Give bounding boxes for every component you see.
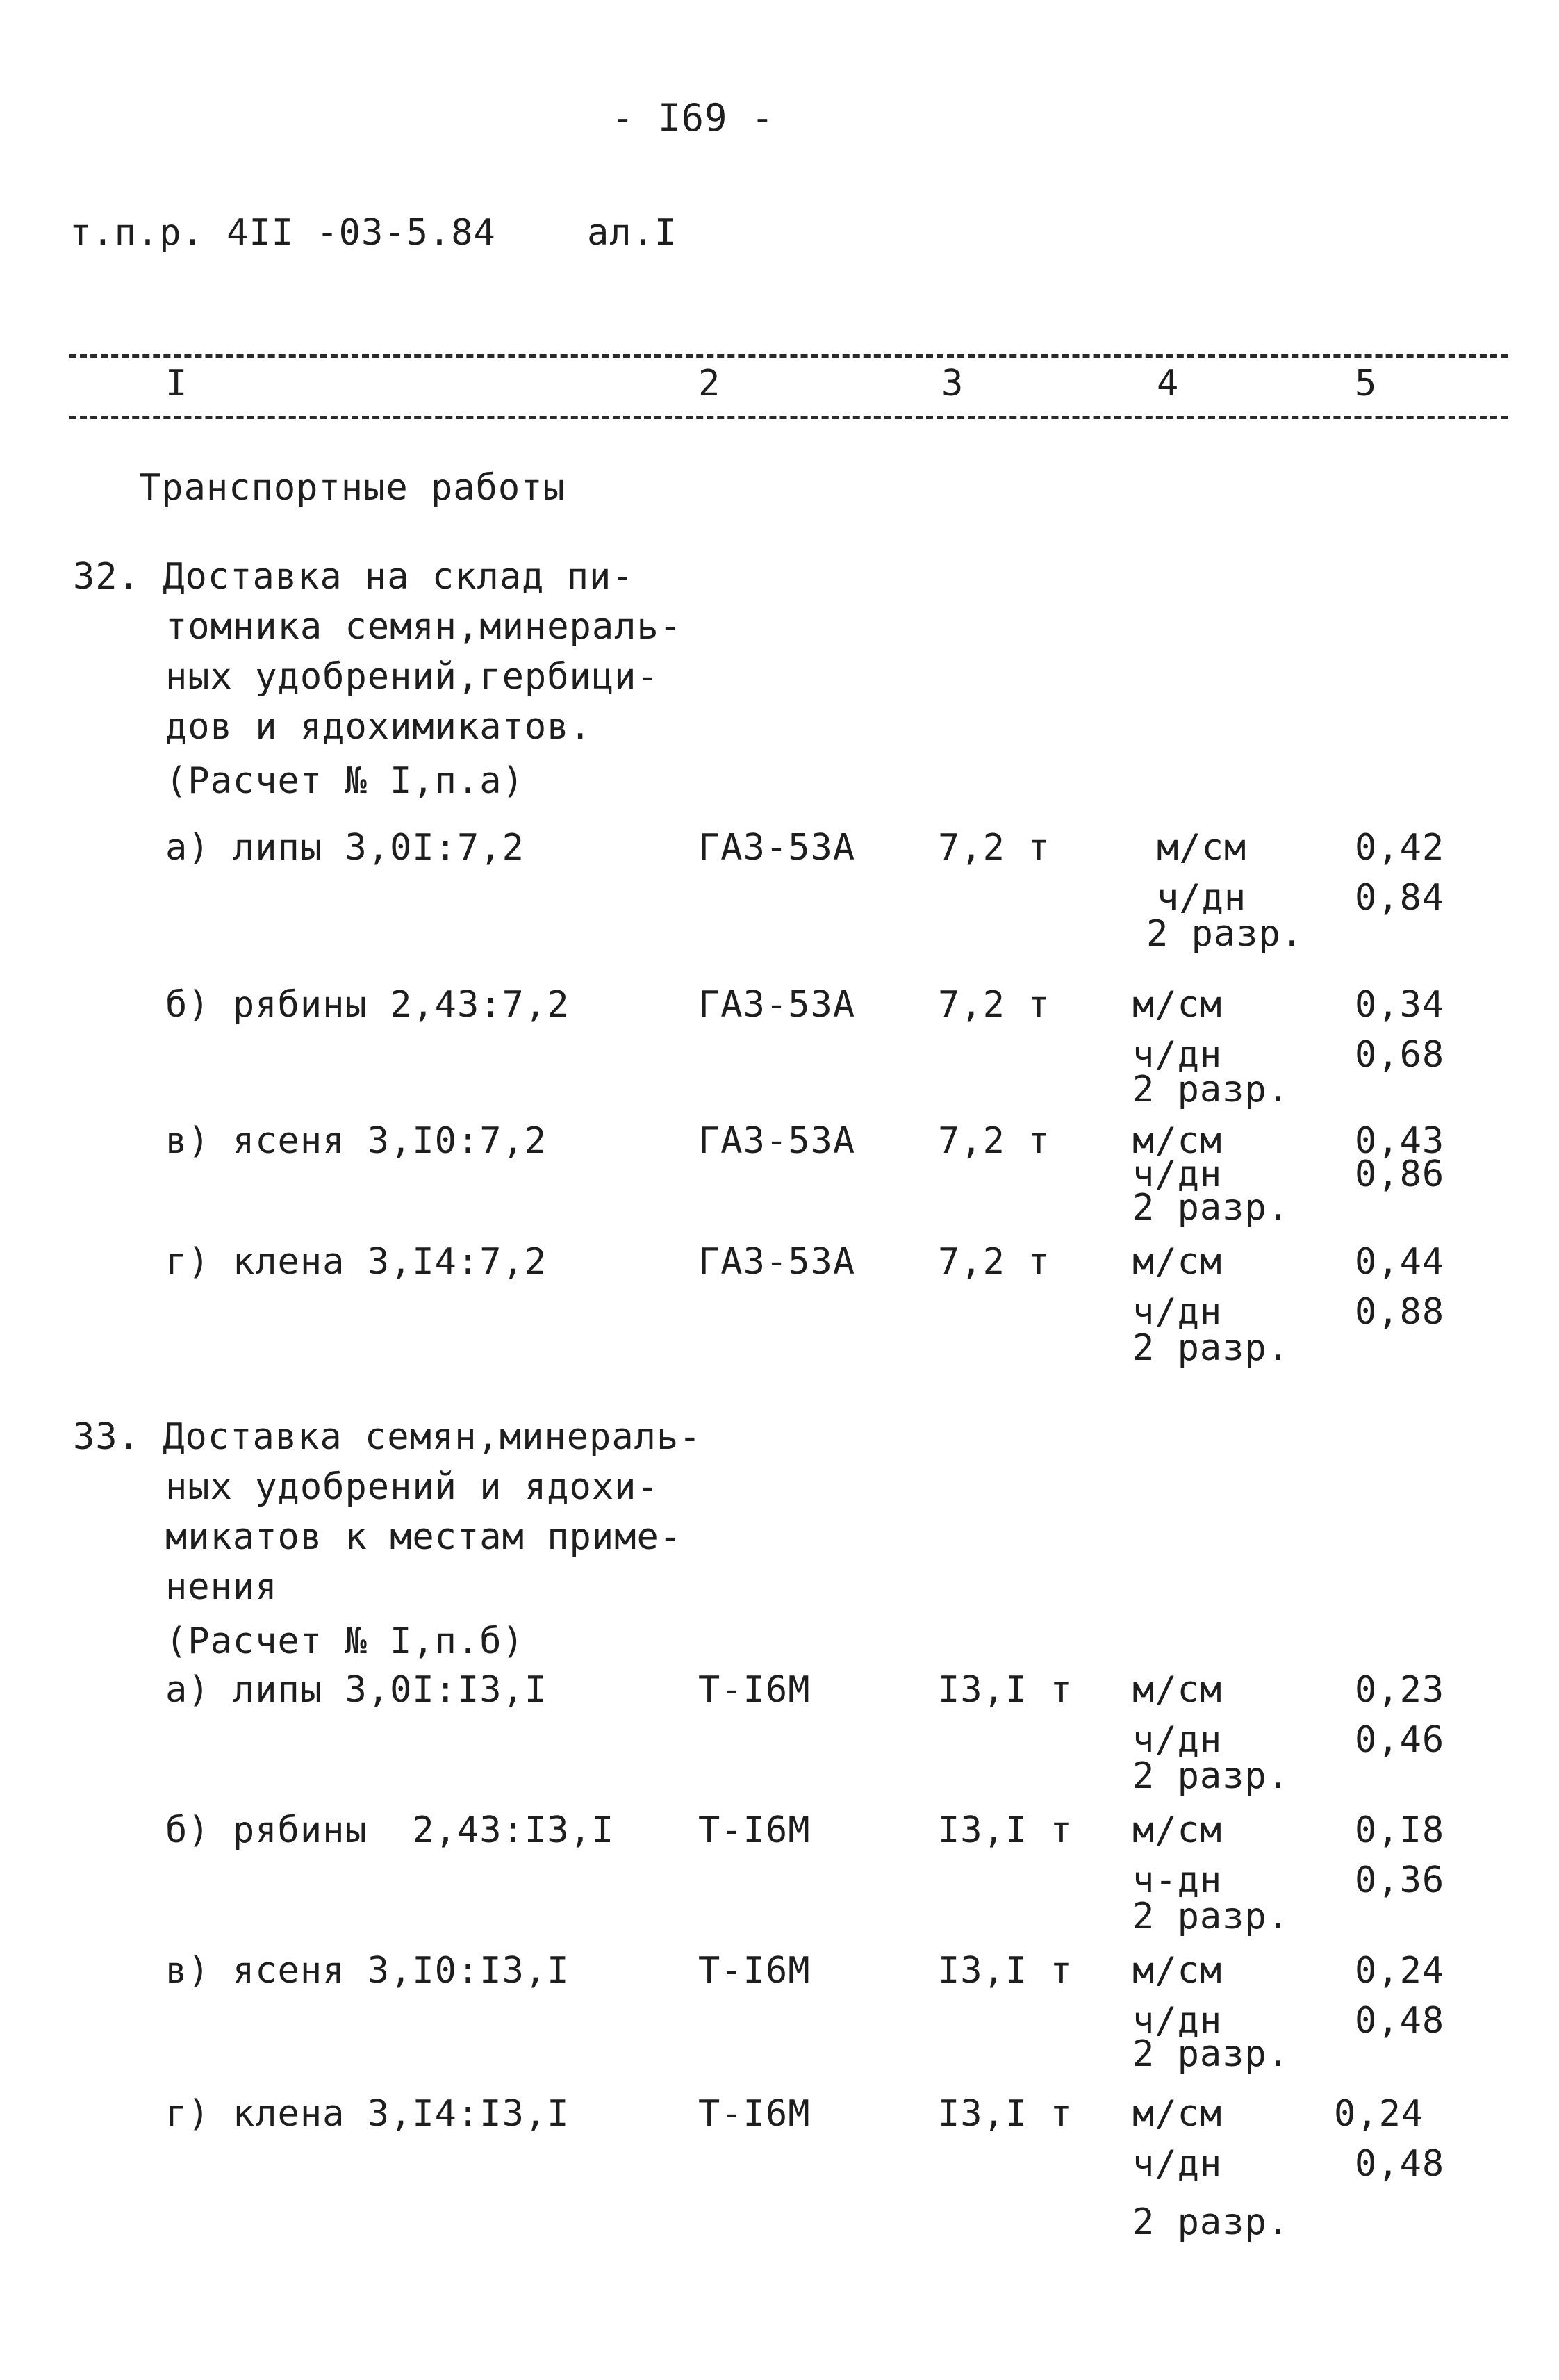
item-32-text: дов и ядохимикатов.: [165, 706, 592, 748]
row-label: б) рябины 2,43:7,2: [165, 984, 570, 1026]
row-grade: 2 разр.: [1146, 913, 1304, 955]
table-top-rule: [69, 354, 1508, 358]
row-grade: 2 разр.: [1132, 2201, 1290, 2243]
row-machine: ГАЗ-53А: [698, 984, 856, 1026]
table-header-rule: [69, 416, 1508, 419]
column-header-3: 3: [941, 363, 964, 404]
row-machine: ГАЗ-53А: [698, 1120, 856, 1162]
row-unit-2: ч/дн: [1132, 1719, 1223, 1761]
row-grade: 2 разр.: [1132, 1755, 1290, 1797]
item-33-text: ных удобрений и ядохи-: [165, 1466, 659, 1508]
row-unit-2: ч/дн: [1132, 2143, 1223, 2185]
row-machine: Т-I6М: [698, 1809, 811, 1851]
row-value-1: 0,44: [1355, 1241, 1445, 1283]
row-grade: 2 разр.: [1132, 1896, 1290, 1937]
row-grade: 2 разр.: [1132, 1187, 1290, 1229]
item-32-calc-ref: (Расчет № I,п.а): [165, 760, 525, 802]
row-unit-1: м/см: [1132, 1669, 1223, 1711]
row-label: а) липы 3,0I:7,2: [165, 827, 525, 869]
row-label: г) клена 3,I4:I3,I: [165, 2093, 570, 2135]
column-header-4: 4: [1157, 363, 1180, 404]
row-unit-1: м/см: [1132, 984, 1223, 1026]
row-value-1: 0,43: [1355, 1120, 1445, 1162]
column-header-1: I: [165, 363, 188, 404]
row-label: г) клена 3,I4:7,2: [165, 1241, 547, 1283]
row-value-1: 0,23: [1355, 1669, 1445, 1711]
row-value-1: 0,42: [1355, 827, 1445, 869]
row-unit-1: м/см: [1132, 2093, 1223, 2135]
row-unit-1: м/см: [1132, 1950, 1223, 1992]
row-load: 7,2 т: [938, 984, 1050, 1026]
row-value-2: 0,84: [1355, 877, 1445, 919]
item-32-text: томника семян,минераль-: [165, 606, 682, 648]
item-32-text: ных удобрений,гербици-: [165, 656, 659, 698]
row-unit-2: ч/дн: [1132, 1034, 1223, 1076]
row-value-1: 0,24: [1334, 2093, 1424, 2135]
row-machine: ГАЗ-53А: [698, 1241, 856, 1283]
row-machine: Т-I6М: [698, 2093, 811, 2135]
row-unit-2: ч/дн: [1132, 1154, 1223, 1195]
row-machine: Т-I6М: [698, 1950, 811, 1992]
row-value-2: 0,68: [1355, 1034, 1445, 1076]
row-value-1: 0,I8: [1355, 1809, 1445, 1851]
row-load: 7,2 т: [938, 1241, 1050, 1283]
row-unit-2: ч/дн: [1157, 877, 1247, 919]
row-label: б) рябины 2,43:I3,I: [165, 1809, 615, 1851]
row-unit-1: м/см: [1132, 1120, 1223, 1162]
item-32-title: 32. Доставка на склад пи-: [73, 556, 634, 598]
row-value-1: 0,24: [1355, 1950, 1445, 1992]
row-value-2: 0,36: [1355, 1860, 1445, 1901]
row-unit-1: м/см: [1132, 1241, 1223, 1283]
column-header-5: 5: [1355, 363, 1378, 404]
row-label: в) ясеня 3,I0:7,2: [165, 1120, 547, 1162]
column-header-2: 2: [698, 363, 721, 404]
row-load: I3,I т: [938, 1809, 1073, 1851]
row-value-2: 0,48: [1355, 2000, 1445, 2042]
row-unit-1: м/см: [1157, 827, 1247, 869]
row-label: в) ясеня 3,I0:I3,I: [165, 1950, 570, 1992]
section-title: Транспортные работы: [139, 467, 566, 509]
row-label: а) липы 3,0I:I3,I: [165, 1669, 547, 1711]
row-value-2: 0,48: [1355, 2143, 1445, 2185]
row-grade: 2 разр.: [1132, 1069, 1290, 1110]
item-33-text: микатов к местам приме-: [165, 1516, 682, 1558]
item-33-title: 33. Доставка семян,минераль-: [73, 1416, 702, 1458]
document-code: т.п.р. 4II -03-5.84: [69, 212, 496, 254]
item-33-calc-ref: (Расчет № I,п.б): [165, 1620, 525, 1662]
row-value-2: 0,86: [1355, 1154, 1445, 1195]
row-value-2: 0,88: [1355, 1291, 1445, 1333]
album-label: ал.I: [587, 212, 677, 254]
row-load: I3,I т: [938, 2093, 1073, 2135]
row-load: I3,I т: [938, 1669, 1073, 1711]
row-load: 7,2 т: [938, 827, 1050, 869]
row-unit-2: ч-дн: [1132, 1860, 1223, 1901]
row-load: 7,2 т: [938, 1120, 1050, 1162]
row-unit-2: ч/дн: [1132, 2000, 1223, 2042]
row-grade: 2 разр.: [1132, 2033, 1290, 2075]
row-grade: 2 разр.: [1132, 1327, 1290, 1369]
row-unit-2: ч/дн: [1132, 1291, 1223, 1333]
row-unit-1: м/см: [1132, 1809, 1223, 1851]
page-number: - I69 -: [611, 96, 775, 140]
row-machine: ГАЗ-53А: [698, 827, 856, 869]
item-33-text: нения: [165, 1566, 278, 1608]
row-value-2: 0,46: [1355, 1719, 1445, 1761]
row-load: I3,I т: [938, 1950, 1073, 1992]
row-machine: Т-I6М: [698, 1669, 811, 1711]
row-value-1: 0,34: [1355, 984, 1445, 1026]
